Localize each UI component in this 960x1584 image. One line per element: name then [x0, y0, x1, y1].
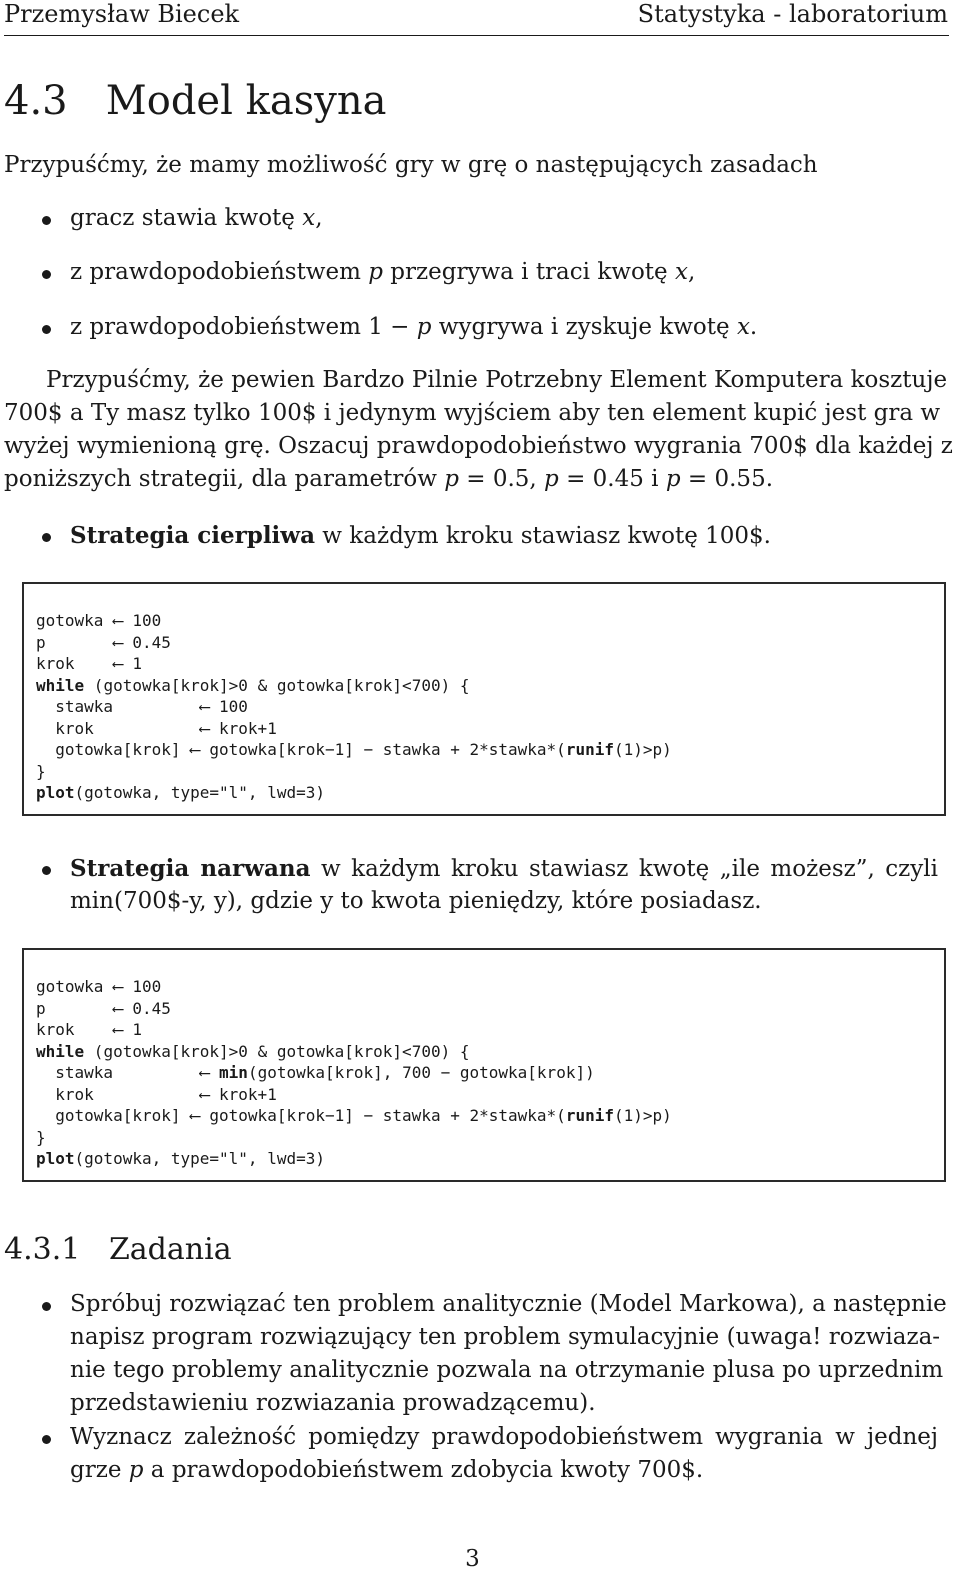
rule-item-3: z prawdopodobieństwem 1 − p wygrywa i zyskuje kwotę x. [70, 314, 758, 340]
bullet-icon [42, 270, 51, 279]
rule-item-1: gracz stawia kwotę x, [70, 205, 323, 231]
code-2-text: gotowka ⟵ 100 p ⟵ 0.45 krok ⟵ 1 while (gotowka[krok]>0 & gotowka[krok]<700) { stawka ⟵ min(gotowka[krok], 700 − gotowka[krok]) krok ⟵ krok+1 gotowka[krok] ⟵ gotowka[krok−1] − stawka + 2*stawka*(runif(1)>p) } plot(gotowka, type="l", lwd=3) [36, 977, 672, 1168]
page-number: 3 [465, 1546, 480, 1572]
subsection-heading [4, 1232, 232, 1267]
strategy-2-item: Strategia narwana w każdym kroku stawiasz kwotę „ile możesz”, czyli [70, 855, 939, 882]
strategy-1-item: Strategia cierpliwa w każdym kroku stawiasz kwotę 100$. [70, 522, 771, 549]
section-title: Model kasyna [105, 78, 387, 124]
running-header-title: Statystyka - laboratorium [637, 0, 948, 28]
bullet-icon [42, 1435, 51, 1444]
code-block-2 [22, 948, 946, 1182]
bullet-icon [42, 325, 51, 334]
intro-paragraph: Przypuśćmy, że mamy możliwość gry w grę o następujących zasadach [4, 152, 818, 178]
section-heading [4, 78, 386, 124]
strategy-1-name: Strategia cierpliwa [70, 522, 315, 549]
header-rule [4, 35, 949, 36]
subsection-number: 4.3.1 [4, 1232, 81, 1267]
subsection-title: Zadania [108, 1232, 232, 1267]
bullet-icon [42, 1302, 51, 1311]
strategy-2-item-line2: min(700$-y, y), gdzie y to kwota pieniędzy, które posiadasz. [70, 888, 762, 914]
bullet-icon [42, 216, 51, 225]
rule-item-2: z prawdopodobieństwem p przegrywa i traci kwotę x, [70, 259, 696, 285]
running-header-author: Przemysław Biecek [4, 0, 240, 28]
bullet-icon [42, 533, 51, 542]
bullet-icon [42, 866, 51, 875]
code-1-text: gotowka ⟵ 100 p ⟵ 0.45 krok ⟵ 1 while (gotowka[krok]>0 & gotowka[krok]<700) { stawka ⟵ 100 krok ⟵ krok+1 gotowka[krok] ⟵ gotowka[krok−1] − stawka + 2*stawka*(runif(1)>p) } plot(gotowka, type="l", lwd=3) [36, 611, 672, 802]
section-number: 4.3 [4, 78, 68, 124]
code-block-1 [22, 582, 946, 816]
strategy-2-name: Strategia narwana [70, 855, 311, 882]
